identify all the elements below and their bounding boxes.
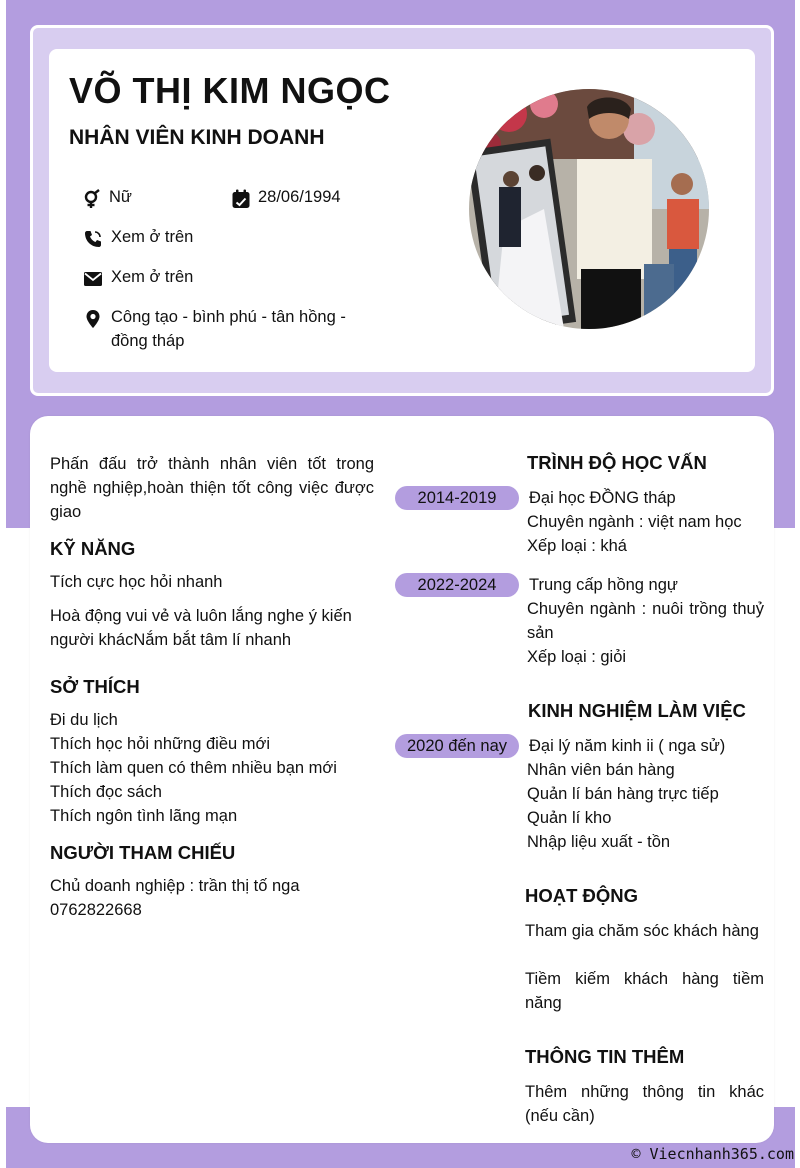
skill-item: Tích cực học hỏi nhanh — [50, 573, 223, 591]
phone-icon — [83, 229, 103, 249]
education-grade: Xếp loại : giỏi — [527, 648, 627, 666]
reference-item: Chủ doanh nghiệp : trần thị tố nga — [50, 877, 300, 895]
phone-value: Xem ở trên — [111, 228, 194, 246]
experience-line: Quản lí bán hàng trực tiếp — [527, 785, 719, 803]
education-major: Chuyên ngành : nuôi trồng thuỷ sản — [527, 600, 764, 642]
job-title: NHÂN VIÊN KINH DOANH — [69, 126, 325, 149]
birthdate-value: 28/06/1994 — [258, 188, 341, 206]
hobby-item: Đi du lịch — [50, 711, 118, 729]
experience-company: Đại lý năm kinh ii ( nga sử) — [529, 737, 726, 755]
education-major: Chuyên ngành : việt nam học — [527, 513, 742, 531]
email-icon — [83, 269, 103, 289]
hobby-item: Thích ngôn tình lãng mạn — [50, 807, 238, 825]
education-school: Đại học ĐỒNG tháp — [529, 489, 676, 507]
education-heading: TRÌNH ĐỘ HỌC VẤN — [527, 452, 707, 473]
location-pin-icon — [83, 309, 103, 329]
education-school: Trung cấp hồng ngự — [529, 576, 678, 594]
experience-line: Nhân viên bán hàng — [527, 761, 675, 779]
gender-value: Nữ — [109, 188, 132, 206]
hobby-item: Thích học hỏi những điều mới — [50, 735, 270, 753]
reference-phone: 0762822668 — [50, 901, 142, 919]
candidate-name: VÕ THỊ KIM NGỌC — [69, 70, 391, 111]
hobbies-heading: SỞ THÍCH — [50, 676, 140, 697]
period-badge: 2022-2024 — [395, 573, 519, 597]
extra-info-heading: THÔNG TIN THÊM — [525, 1046, 685, 1067]
address-value: Công tạo - bình phú - tân hồng - đồng tháp — [111, 308, 346, 350]
activities-heading: HOẠT ĐỘNG — [525, 885, 639, 906]
skill-item: Hoà động vui vẻ và luôn lắng nghe ý kiến người khácNắm bắt tâm lí nhanh — [50, 607, 352, 649]
hobby-item: Thích đọc sách — [50, 783, 162, 801]
period-badge: 2020 đến nay — [395, 734, 519, 758]
experience-line: Nhập liệu xuất - tồn — [527, 833, 671, 851]
references-heading: NGƯỜI THAM CHIẾU — [50, 842, 236, 863]
copyright-text: © Viecnhanh365.com — [631, 1145, 794, 1163]
career-objective: Phấn đấu trở thành nhân viên tốt trong nghề nghiệp,hoàn thiện tốt công việc được giao — [50, 455, 374, 521]
skills-heading: KỸ NĂNG — [50, 538, 136, 559]
extra-info-text: Thêm những thông tin khác (nếu cần) — [525, 1083, 764, 1125]
experience-line: Quản lí kho — [527, 809, 612, 827]
calendar-icon — [231, 189, 251, 209]
profile-photo — [469, 89, 709, 329]
experience-heading: KINH NGHIỆM LÀM VIỆC — [528, 700, 746, 721]
email-value: Xem ở trên — [111, 268, 194, 286]
activity-item: Tiềm kiếm khách hàng tiềm năng — [525, 970, 764, 1012]
hobby-item: Thích làm quen có thêm nhiều bạn mới — [50, 759, 337, 777]
period-badge: 2014-2019 — [395, 486, 519, 510]
gender-icon — [82, 189, 102, 209]
education-grade: Xếp loại : khá — [527, 537, 627, 555]
activity-item: Tham gia chăm sóc khách hàng — [525, 922, 759, 940]
